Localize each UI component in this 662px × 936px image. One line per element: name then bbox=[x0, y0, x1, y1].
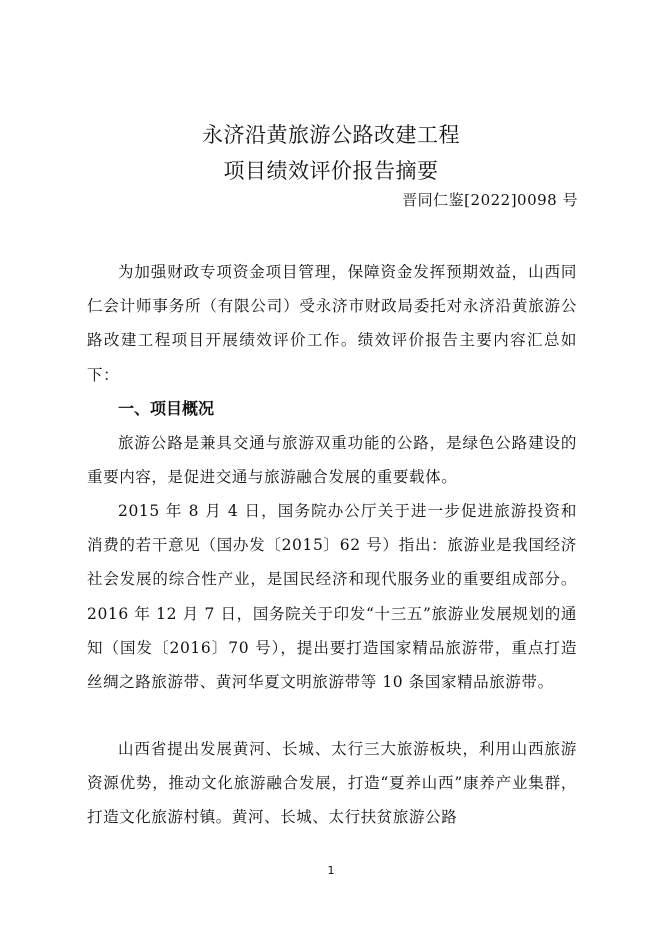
section-paragraph-3: 山西省提出发展黄河、长城、太行三大旅游板块，利用山西旅游资源优势，推动文化旅游融合发展，打造“夏养山西”康养产业集群，打造文化旅游村镇。黄河、长城、太行扶贫旅游公路 bbox=[87, 740, 577, 827]
intro-paragraph: 为加强财政专项资金项目管理，保障资金发挥预期效益，山西同仁会计师事务所（有限公司）受永济市财政局委托对永济沿黄旅游公路改建工程项目开展绩效评价工作。绩效评价报告主要内容汇总如下： bbox=[87, 263, 577, 384]
section-heading: 一、项目概况 bbox=[118, 399, 215, 418]
page-number: 1 bbox=[327, 864, 335, 877]
section-paragraph-1: 旅游公路是兼具交通与旅游双重功能的公路，是绿色公路建设的重要内容，是促进交通与旅游融合发展的重要载体。 bbox=[87, 434, 577, 487]
document-number: 晋同仁鉴[2022]0098 号 bbox=[402, 191, 578, 209]
section-paragraph-2: 2015 年 8 月 4 日，国务院办公厅关于进一步促进旅游投资和消费的若干意见（国办发〔2015〕62 号）指出：旅游业是我国经济社会发展的综合性产业，是国民经济和现代服务业的重要组成部分。2016 年 12 月 7 日，国务院关于印发“十三五”旅游业发展规划的通知（国发〔2016〕70 号），提出要打造国家精品旅游带，重点打造丝绸之路旅游带、黄河华夏文明旅游带等 10 条国家精品旅游带。 bbox=[87, 502, 577, 692]
document-title-line1: 永济沿黄旅游公路改建工程 bbox=[202, 123, 460, 147]
document-title-line2: 项目绩效评价报告摘要 bbox=[223, 159, 439, 183]
